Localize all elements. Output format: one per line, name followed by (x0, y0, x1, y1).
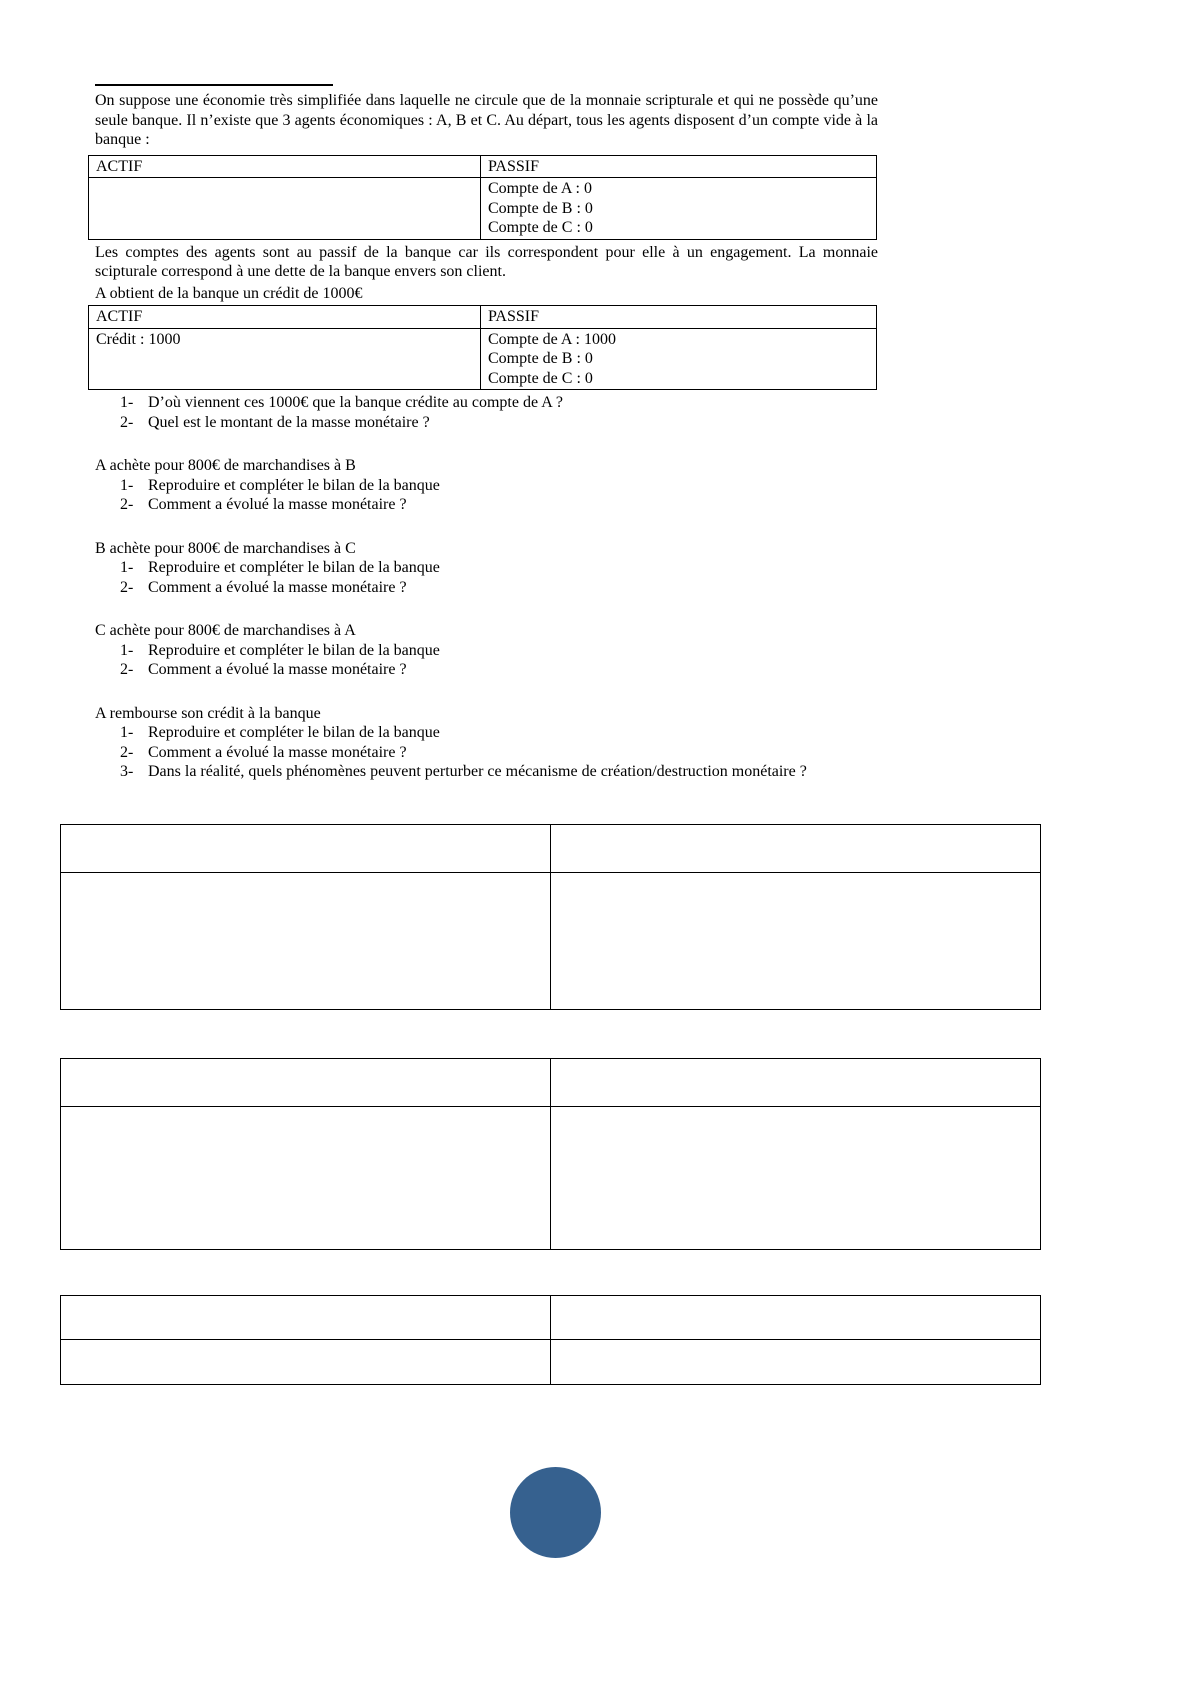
table-body-row (89, 329, 876, 390)
question-marker: 1- (120, 559, 134, 576)
passif-cell (481, 178, 876, 239)
passif-line: Compte de A : 0 (488, 180, 592, 197)
answer-cell (61, 1340, 551, 1384)
answer-table-header-row (61, 1059, 1040, 1107)
answer-cell (551, 825, 1040, 872)
passif-line: Compte de B : 0 (488, 350, 593, 367)
question-marker: 2- (120, 496, 134, 513)
actif-cell (89, 329, 481, 390)
answer-table-body-row (61, 1340, 1040, 1384)
exercise-section-a-achete (95, 456, 878, 515)
question-marker: 1- (120, 641, 134, 659)
question-item (95, 558, 878, 578)
answer-cell (551, 1340, 1040, 1384)
question-marker: 1- (120, 476, 134, 494)
answer-table-3 (60, 1295, 1041, 1385)
table-header-row (89, 156, 876, 179)
question-text: Reproduire et compléter le bilan de la banque (148, 476, 440, 494)
question-text: Reproduire et compléter le bilan de la banque (148, 559, 440, 576)
answer-cell (61, 873, 551, 1009)
question-marker: 1- (120, 394, 134, 411)
question-text: Comment a évolué la masse monétaire ? (148, 743, 407, 761)
exercise-section-a-rembourse (95, 704, 878, 782)
answer-cell (551, 873, 1040, 1009)
question-text: D’où viennent ces 1000€ que la banque crédite au compte de A ? (148, 394, 563, 411)
answer-table-2 (60, 1058, 1041, 1250)
section-title: B achète pour 800€ de marchandises à C (95, 539, 356, 557)
question-item (95, 641, 878, 661)
question-text: Comment a évolué la masse monétaire ? (148, 661, 407, 678)
answer-cell (61, 825, 551, 872)
question-text: Quel est le montant de la masse monétaire ? (148, 413, 430, 431)
passif-line: Compte de A : 1000 (488, 330, 616, 348)
question-marker: 2- (120, 743, 134, 761)
passif-cell (481, 329, 876, 390)
question-item (95, 660, 878, 680)
passif-header: PASSIF (488, 157, 540, 175)
exercise-section-b-achete (95, 539, 878, 598)
section-title: A rembourse son crédit à la banque (95, 704, 321, 722)
table-header-row (89, 306, 876, 329)
passif-line: Compte de C : 0 (488, 219, 593, 236)
answer-table-header-row (61, 1296, 1040, 1340)
question-item (95, 476, 878, 496)
blue-circle-decoration (510, 1467, 601, 1558)
passif-header: PASSIF (488, 308, 540, 325)
bank-balance-table-after-credit (88, 305, 877, 390)
answer-cell (551, 1296, 1040, 1339)
question-marker: 3- (120, 763, 134, 780)
passif-line: Compte de C : 0 (488, 369, 593, 387)
actif-line: Crédit : 1000 (96, 330, 181, 348)
credit-line: A obtient de la banque un crédit de 1000€ (95, 284, 363, 302)
question-item (95, 723, 878, 743)
question-item (95, 578, 878, 598)
question-text: Comment a évolué la masse monétaire ? (148, 496, 407, 513)
question-marker: 2- (120, 578, 134, 596)
exercise-section-c-achete (95, 621, 878, 680)
bank-balance-table-initial (88, 155, 877, 240)
question-item (95, 495, 878, 515)
question-text: Reproduire et compléter le bilan de la banque (148, 724, 440, 741)
question-text: Comment a évolué la masse monétaire ? (148, 578, 407, 596)
question-marker: 1- (120, 724, 134, 741)
question-text: Reproduire et compléter le bilan de la banque (148, 641, 440, 659)
passif-line: Compte de B : 0 (488, 199, 593, 217)
table-body-row (89, 178, 876, 239)
answer-cell (61, 1059, 551, 1106)
question-item (95, 393, 878, 413)
answer-cell (551, 1107, 1040, 1249)
question-item (95, 743, 878, 763)
answer-table-header-row (61, 825, 1040, 873)
question-marker: 2- (120, 661, 134, 678)
intro-paragraph: On suppose une économie très simplifiée dans laquelle ne circule que de la monnaie scripturale et qui ne possède qu’une seule banque. Il n’existe que 3 agents économiques : A, B et C. Au départ, tous les agents disposent d’un compte vide à la banque : (95, 92, 878, 148)
actif-header: ACTIF (89, 306, 481, 328)
answer-table-1 (60, 824, 1041, 1010)
section-title: C achète pour 800€ de marchandises à A (95, 622, 356, 639)
question-text: Dans la réalité, quels phénomènes peuvent perturber ce mécanisme de création/destruction monétaire ? (148, 763, 807, 780)
note-paragraph: Les comptes des agents sont au passif de la banque car ils correspondent pour elle à un engagement. La monnaie scipturale correspond à une dette de la banque envers son client. (95, 243, 878, 280)
answer-cell (61, 1107, 551, 1249)
actif-cell (89, 178, 481, 239)
question-item (95, 413, 878, 433)
answer-table-body-row (61, 1107, 1040, 1249)
question-item (95, 762, 878, 782)
question-marker: 2- (120, 413, 134, 431)
actif-header: ACTIF (89, 156, 481, 178)
answer-cell (61, 1296, 551, 1339)
answer-cell (551, 1059, 1040, 1106)
answer-table-body-row (61, 873, 1040, 1009)
section-title: A achète pour 800€ de marchandises à B (95, 457, 356, 474)
initial-question-list (95, 393, 878, 432)
